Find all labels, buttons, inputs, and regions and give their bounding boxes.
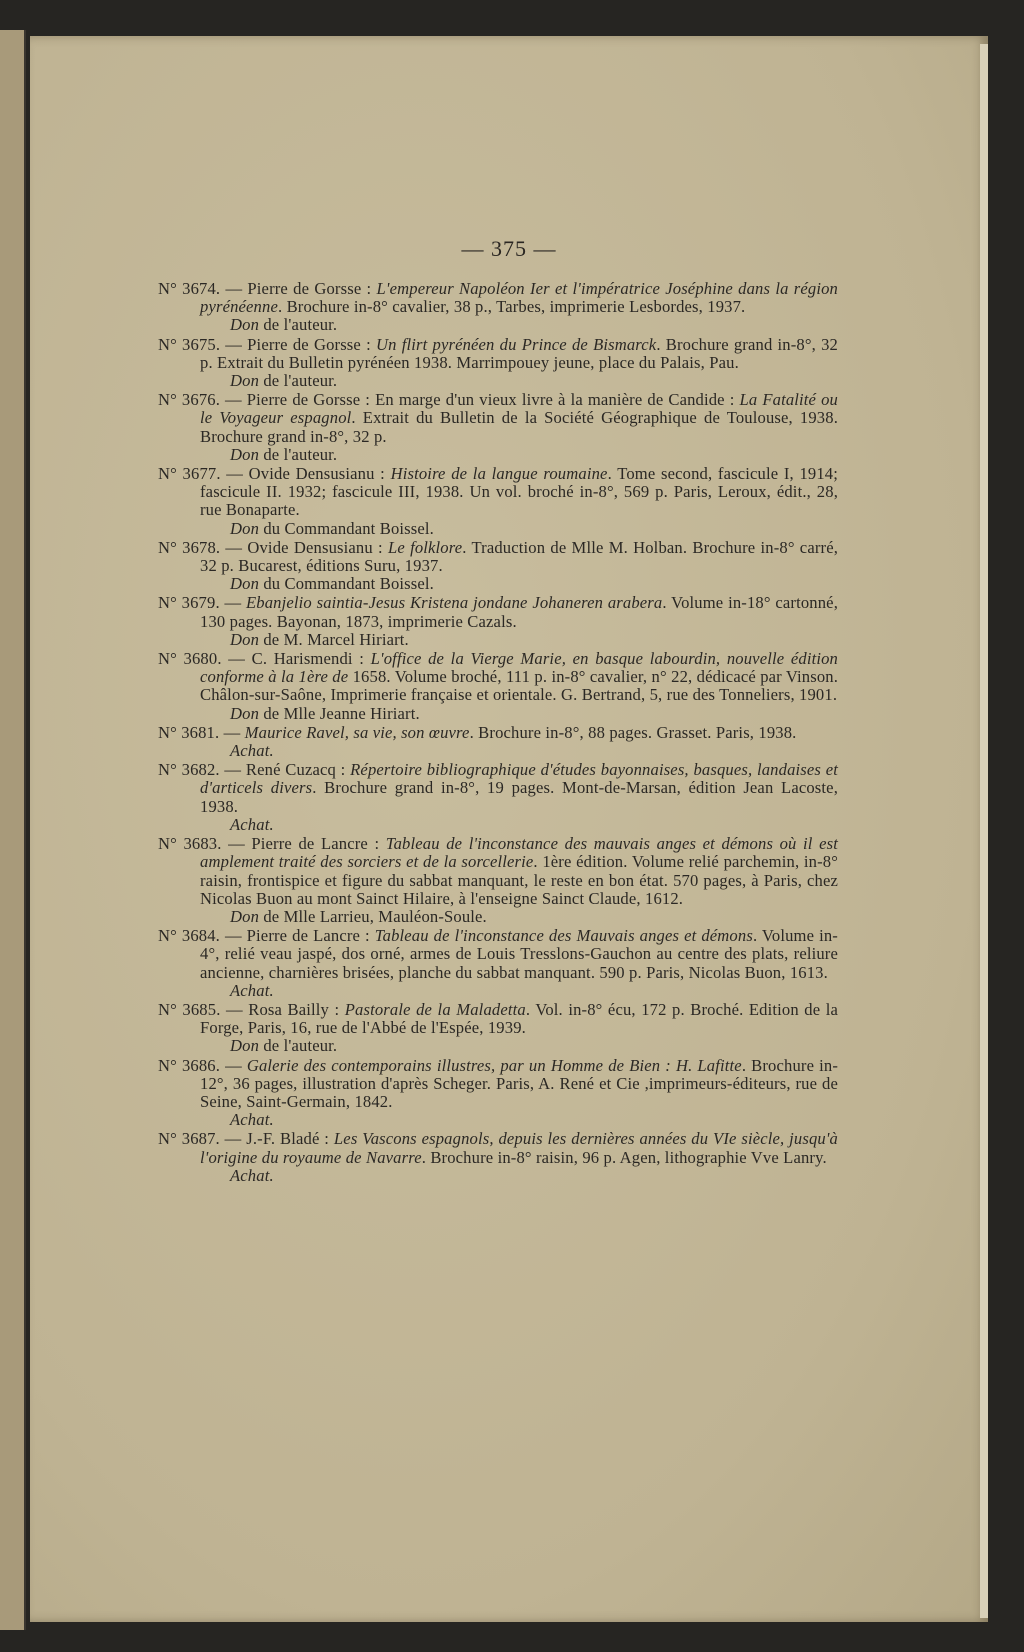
- catalogue-entry: [158, 1057, 838, 1130]
- entry-title: Histoire de la langue roumaine: [390, 464, 608, 484]
- entry-provenance: [200, 372, 838, 390]
- provenance-type: Don: [230, 444, 260, 464]
- entry-text: N° 3681. —: [158, 722, 245, 742]
- catalogue-entry: [158, 1001, 838, 1056]
- entry-text: N° 3682. — René Cuzacq :: [158, 760, 351, 780]
- catalogue-entry: [158, 539, 838, 594]
- provenance-source: de l'auteur.: [259, 1036, 338, 1056]
- provenance-type: Achat.: [230, 1165, 274, 1185]
- entry-text: . Extrait du Bulletin de la Société Géographique de Toulouse, 1938. Brochure grand in-8°, 32 p.: [200, 408, 838, 446]
- page-edge: [980, 44, 988, 1618]
- entry-text: . Tome second, fascicule I, 1914; fascicule II. 1932; fascicule III, 1938. Un vol. broché in-8°, 569 p. Paris, Leroux, édit., 28, rue Bonaparte.: [200, 464, 839, 520]
- entry-provenance: [200, 1037, 838, 1055]
- provenance-source: du Commandant Boissel.: [259, 518, 434, 538]
- catalogue-entry: [158, 724, 838, 760]
- entry-text: N° 3685. — Rosa Bailly :: [158, 999, 345, 1019]
- entry-text: N° 3676. — Pierre de Gorsse : En marge d'un vieux livre à la manière de Candide :: [158, 390, 740, 410]
- entry-title: Maurice Ravel, sa vie, son œuvre: [244, 722, 470, 742]
- entry-provenance: [200, 316, 838, 334]
- catalogue-entry: [158, 594, 838, 649]
- entry-text: N° 3678. — Ovide Densusianu :: [158, 537, 388, 557]
- entry-title: Ebanjelio saintia-Jesus Kristena jondane Johaneren arabera: [246, 593, 663, 613]
- provenance-type: Don: [230, 574, 260, 594]
- entry-provenance: [200, 520, 838, 538]
- entry-text: N° 3679. —: [158, 593, 246, 613]
- provenance-source: de Mlle Larrieu, Mauléon-Soule.: [259, 906, 487, 926]
- provenance-source: de l'auteur.: [259, 371, 338, 391]
- entry-provenance: [200, 631, 838, 649]
- catalogue-entry: [158, 835, 838, 926]
- entry-provenance: [200, 816, 838, 834]
- page-number: — 375 —: [461, 236, 557, 261]
- entry-title: Tableau de l'inconstance des Mauvais anges et démons: [374, 926, 753, 946]
- entry-text: N° 3677. — Ovide Densusianu :: [158, 464, 391, 484]
- entry-provenance: [200, 982, 838, 1000]
- document-page: [30, 36, 988, 1622]
- provenance-type: Don: [230, 315, 260, 335]
- entry-provenance: [200, 446, 838, 464]
- entry-text: . Traduction de Mlle M. Holban. Brochure in-8° carré, 32 p. Bucarest, éditions Suru, 1937.: [200, 537, 839, 576]
- provenance-type: Don: [230, 629, 260, 649]
- entry-provenance: [200, 705, 838, 723]
- provenance-type: Don: [230, 703, 260, 723]
- entry-provenance: [200, 575, 838, 593]
- entry-title: La Fatalité ou le Voyageur espagnol: [200, 390, 838, 428]
- catalogue-entry: [158, 280, 838, 335]
- entry-text: N° 3674. — Pierre de Gorsse :: [158, 279, 377, 298]
- catalogue-entry: [158, 465, 838, 538]
- entry-title: Tableau de l'inconstance des mauvais anges et démons où il est amplement traité des sorciers et de la sorcellerie: [200, 834, 838, 872]
- catalogue-entry: [158, 1130, 838, 1185]
- provenance-source: de l'auteur.: [259, 444, 338, 464]
- entry-text: . Brochure grand in-8°, 19 pages. Mont-de-Marsan, édition Jean Lacoste, 1938.: [200, 778, 838, 816]
- entry-text: 1658. Volume broché, 111 p. in-8° cavalier, n° 22, dédicacé par Vinson. Châlon-sur-Saône, Imprimerie française et orientale. G. Bertrand, 5, rue des Tonneliers, 1901.: [200, 667, 839, 705]
- provenance-type: Achat.: [230, 814, 274, 834]
- entry-title: L'empereur Napoléon Ier et l'impératrice Joséphine dans la région pyrénéenne: [200, 279, 838, 317]
- catalogue-entries: [158, 280, 838, 1186]
- entry-title: Galerie des contemporains illustres, par un Homme de Bien : H. Lafitte: [246, 1055, 742, 1075]
- entry-provenance: [200, 908, 838, 926]
- entry-title: Un flirt pyrénéen du Prince de Bismarck: [375, 334, 657, 354]
- entry-text: N° 3680. — C. Harismendi :: [158, 649, 371, 669]
- catalogue-entry: [158, 761, 838, 834]
- provenance-type: Don: [230, 371, 260, 391]
- entry-title: Pastorale de la Maladetta: [344, 999, 526, 1019]
- catalogue-entry: [158, 650, 838, 723]
- provenance-type: Don: [230, 906, 260, 926]
- provenance-source: de Mlle Jeanne Hiriart.: [259, 703, 420, 723]
- provenance-source: de M. Marcel Hiriart.: [259, 629, 409, 649]
- provenance-type: Achat.: [230, 741, 274, 761]
- provenance-type: Achat.: [230, 1110, 274, 1130]
- entry-text: . Brochure grand in-8°, 32 p. Extrait du Bulletin pyrénéen 1938. Marrimpouey jeune, place du Palais, Pau.: [200, 334, 838, 372]
- entry-title: Le folklore: [387, 537, 463, 557]
- entry-text: . Brochure in-8° raisin, 96 p. Agen, lithographie Vve Lanry.: [421, 1147, 827, 1167]
- entry-text: . 1ère édition. Volume relié parchemin, in-8° raisin, frontispice et figure du sabbat manquant, le reste en bon état. 570 pages, à Paris, chez Nicolas Buon au mont Sainct Hilaire, à l'enseigne Sainct Claude, 1612.: [200, 852, 838, 908]
- entry-title: Répertoire bibliographique d'études bayonnaises, basques, landaises et d'articels divers: [200, 760, 838, 798]
- entry-provenance: [200, 1167, 838, 1185]
- entry-text: . Brochure in-12°, 36 pages, illustration d'après Scheger. Paris, A. René et Cie ,imprimeurs-éditeurs, rue de Seine, Saint-Germain, 1842.: [200, 1055, 838, 1111]
- catalogue-entry: [158, 391, 838, 464]
- entry-text: N° 3683. — Pierre de Lancre :: [158, 834, 386, 854]
- entry-provenance: [200, 1111, 838, 1129]
- entry-text: . Brochure in-8°, 88 pages. Grasset. Paris, 1938.: [469, 722, 797, 742]
- entry-text: N° 3687. — J.-F. Bladé :: [158, 1129, 334, 1149]
- provenance-type: Don: [230, 518, 260, 538]
- entry-text: . Brochure in-8° cavalier, 38 p., Tarbes, imprimerie Lesbordes, 1937.: [277, 297, 746, 317]
- entry-text: . Vol. in-8° écu, 172 p. Broché. Edition de la Forge, Paris, 16, rue de l'Abbé de l'Espée, 1939.: [200, 999, 839, 1038]
- previous-page-edge: [0, 30, 26, 1630]
- provenance-type: Don: [230, 1036, 260, 1056]
- entry-text: . Volume in-18° cartonné, 130 pages. Bayonan, 1873, imprimerie Cazals.: [200, 593, 838, 631]
- provenance-type: Achat.: [230, 980, 274, 1000]
- provenance-source: de l'auteur.: [259, 315, 338, 335]
- entry-text: N° 3686. —: [158, 1055, 247, 1075]
- catalogue-entry: [158, 927, 838, 1000]
- entry-text: . Volume in-4°, relié veau jaspé, dos orné, armes de Louis Tresslons-Gauchon au centre des plats, reliure ancienne, charnières brisées, planche du sabbat manquant. 590 p. Paris, Nicolas Buon, 1613.: [200, 926, 838, 982]
- catalogue-entry: [158, 336, 838, 391]
- provenance-source: du Commandant Boissel.: [259, 574, 434, 594]
- entry-title: L'office de la Vierge Marie, en basque labourdin, nouvelle édition conforme à la 1ère de: [200, 649, 838, 687]
- entry-text: N° 3684. — Pierre de Lancre :: [158, 926, 375, 946]
- entry-title: Les Vascons espagnols, depuis les dernières années du VIe siècle, jusqu'à l'origine du royaume de Navarre: [200, 1129, 839, 1167]
- entry-provenance: [200, 742, 838, 760]
- entry-text: N° 3675. — Pierre de Gorsse :: [158, 334, 376, 354]
